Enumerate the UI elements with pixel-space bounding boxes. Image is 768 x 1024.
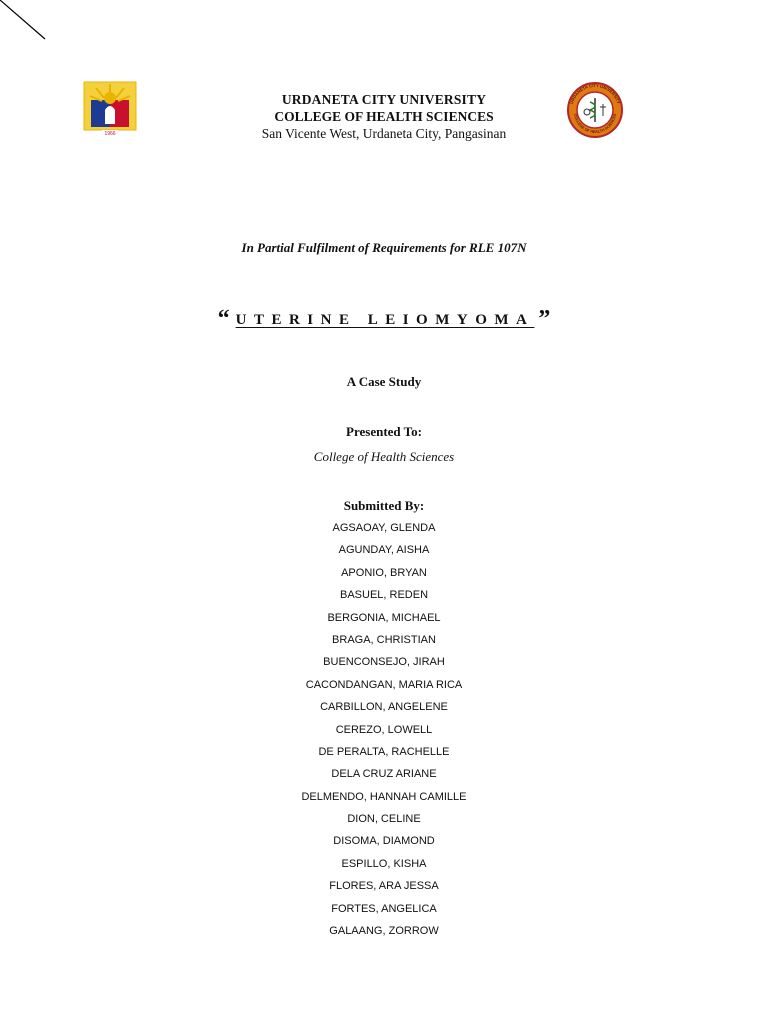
list-item: BASUEL, REDEN xyxy=(339,589,429,602)
seal-year: 1966 xyxy=(104,131,116,136)
list-item: GALAANG, ZORROW xyxy=(329,925,439,938)
list-item: APONIO, BRYAN xyxy=(341,566,427,579)
seal-ring-top: URDANETA CITY UNIVERSITY xyxy=(568,82,622,105)
list-item: FLORES, ARA JESSA xyxy=(329,880,439,893)
list-item: BERGONIA, MICHAEL xyxy=(327,611,441,624)
corner-line xyxy=(0,0,60,50)
list-item: DE PERALTA, RACHELLE xyxy=(318,745,450,758)
list-item: CEREZO, LOWELL xyxy=(335,723,433,736)
list-item: BUENCONSEJO, JIRAH xyxy=(323,656,445,669)
list-item: CARBILLON, ANGELENE xyxy=(320,701,448,714)
submitted-by-label: Submitted By: xyxy=(343,498,425,513)
list-item: DION, CELINE xyxy=(347,813,421,826)
document-header xyxy=(0,91,768,142)
address: San Vicente West, Urdaneta City, Pangasinan xyxy=(261,126,507,141)
document-title xyxy=(0,306,768,333)
submitter-list xyxy=(0,520,768,945)
presented-to-label: Presented To: xyxy=(346,424,422,439)
requirement-line: In Partial Fulfilment of Requirements for RLE 107N xyxy=(241,240,527,255)
university-name: URDANETA CITY UNIVERSITY xyxy=(281,92,487,107)
list-item: BRAGA, CHRISTIAN xyxy=(332,633,436,646)
presented-to-value: College of Health Sciences xyxy=(313,449,455,464)
list-item: DELMENDO, HANNAH CAMILLE xyxy=(301,790,467,803)
college-name: COLLEGE OF HEALTH SCIENCES xyxy=(274,109,494,124)
list-item: AGUNDAY, AISHA xyxy=(338,544,430,557)
open-quote: “ xyxy=(217,306,230,332)
list-item: FORTES, ANGELICA xyxy=(331,902,437,915)
subtitle: A Case Study xyxy=(346,374,422,389)
list-item: DELA CRUZ ARIANE xyxy=(331,768,437,781)
seal-ring-bottom: COLLEGE OF HEALTH SCIENCES xyxy=(573,113,617,135)
title-text: UTERINE LEIOMYOMA xyxy=(235,312,535,328)
list-item: DISOMA, DIAMOND xyxy=(333,835,435,848)
list-item: ESPILLO, KISHA xyxy=(341,857,427,870)
list-item: AGSAOAY, GLENDA xyxy=(332,522,436,534)
list-item: CACONDANGAN, MARIA RICA xyxy=(305,678,463,691)
close-quote: ” xyxy=(538,306,551,332)
